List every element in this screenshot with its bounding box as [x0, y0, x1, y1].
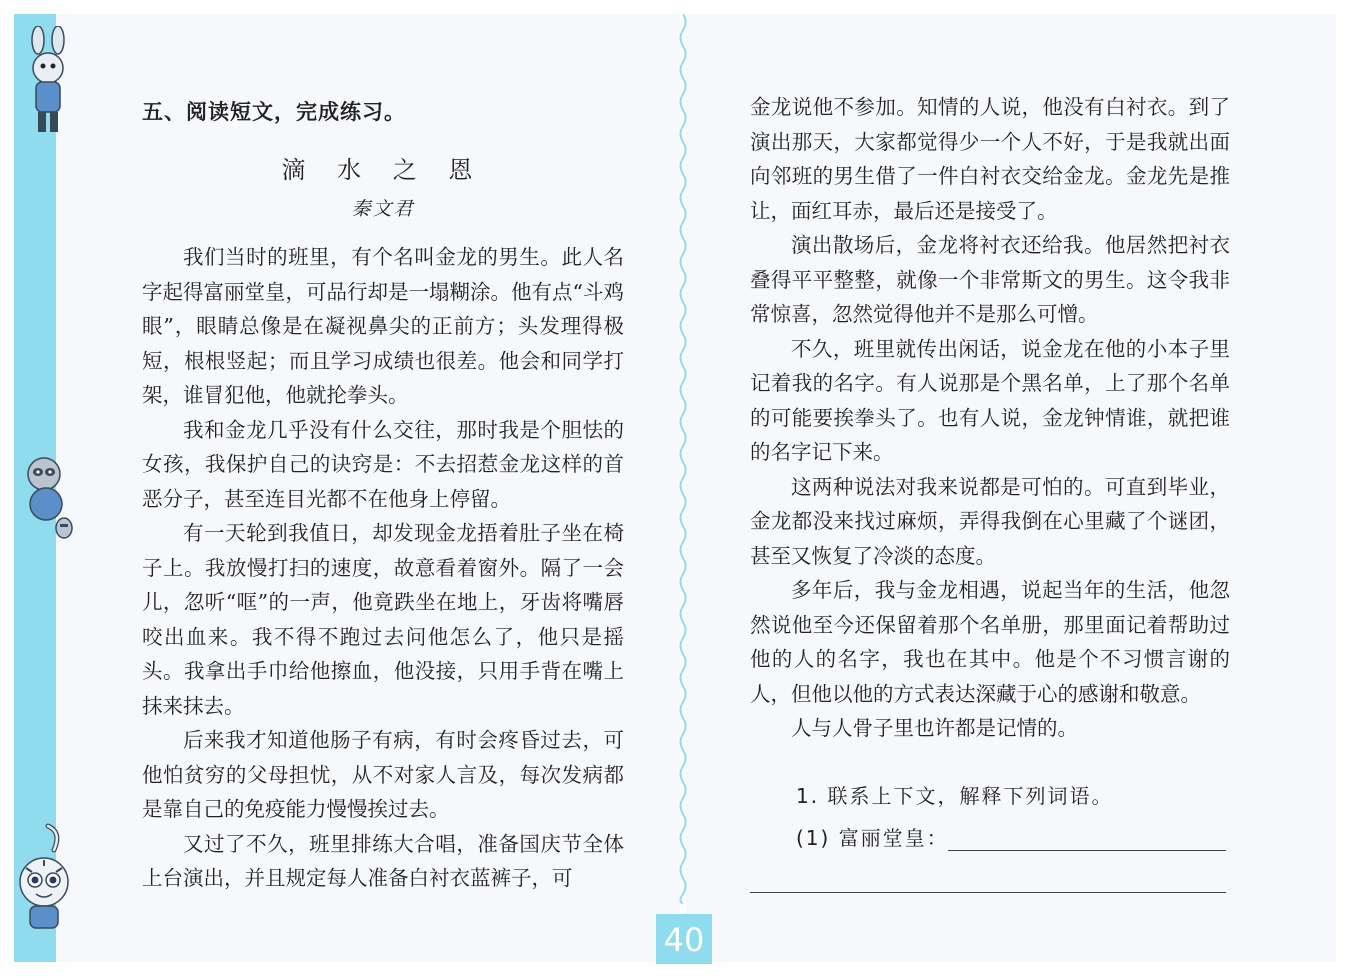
paragraph-continuation: 金龙说他不参加。知情的人说，他没有白衬衣。到了演出那天，大家都觉得少一个人不好，于是我就出面向邻班的男生借了一件白衬衣交给金龙。金龙先是推让，面红耳赤，最后还是接受了。 — [750, 95, 1230, 223]
raccoon-mascot-icon — [14, 450, 78, 540]
answer-line[interactable] — [948, 850, 1226, 851]
paragraph: 演出散场后，金龙将衬衣还给我。他居然把衬衣叠得平平整整，就像一个非常斯文的男生。这令我非常惊喜，忽然觉得他并不是那么可憎。 — [750, 233, 1230, 326]
left-column-text — [142, 240, 624, 896]
paragraph: 这两种说法对我来说都是可怕的。可直到毕业，金龙都没来找过麻烦，弄得我倒在心里藏了个谜团，甚至又恢复了冷淡的态度。 — [750, 474, 1230, 568]
article-author: 秦文君 — [351, 198, 415, 220]
section-heading: 五、阅读短文，完成练习。 — [142, 100, 406, 124]
paragraph: 多年后，我与金龙相遇，说起当年的生活，他忽然说他至今还保留着那个名单册，那里面记着帮助过他的人的名字，我也在其中。他是个不习惯言谢的人，但他以他的方式表达深藏于心的感谢和敬意。 — [750, 578, 1230, 706]
question-1-1: (1) 富丽堂皇： — [796, 826, 949, 850]
article-title: 滴 水 之 恩 — [281, 156, 485, 184]
paragraph: 有一天轮到我值日，却发现金龙捂着肚子坐在椅子上。我放慢打扫的速度，故意看着窗外。隔了一会儿，忽听“哐”的一声，他竟跌坐在地上，牙齿将嘴唇咬出血来。我不得不跑过去问他怎么了，他只是摇头。我拿出手巾给他擦血，他没接，只用手背在嘴上抹来抹去。 — [142, 521, 624, 718]
paragraph: 又过了不久，班里排练大合唱，准备国庆节全体上台演出，并且规定每人准备白衬衣蓝裤子，可 — [142, 831, 624, 890]
paragraph: 人与人骨子里也许都是记情的。 — [791, 716, 1078, 740]
tiger-mascot-icon — [14, 820, 74, 932]
page-fold-wave — [676, 14, 690, 904]
page-number: 40 — [656, 914, 712, 964]
question-1: 1. 联系上下文，解释下列词语。 — [796, 784, 1114, 808]
paragraph: 我们当时的班里，有个名叫金龙的男生。此人名字起得富丽堂皇，可品行却是一塌糊涂。他有点“斗鸡眼”，眼睛总像是在凝视鼻尖的正前方；头发理得极短，根根竖起；而且学习成绩也很差。他会和同学打架，谁冒犯他，他就抡拳头。 — [142, 245, 624, 407]
paragraph: 我和金龙几乎没有什么交往，那时我是个胆怯的女孩，我保护自己的诀窍是：不去招惹金龙这样的首恶分子，甚至连目光都不在他身上停留。 — [142, 417, 624, 511]
rabbit-mascot-icon — [14, 26, 80, 138]
answer-line[interactable] — [750, 892, 1226, 893]
right-column-text — [750, 90, 1230, 746]
paragraph: 不久，班里就传出闲话，说金龙在他的小本子里记着我的名字。有人说那是个黑名单，上了那个名单的可能要挨拳头了。也有人说，金龙钟情谁，就把谁的名字记下来。 — [750, 336, 1230, 464]
paragraph: 后来我才知道他肠子有病，有时会疼昏过去，可他怕贫穷的父母担忧，从不对家人言及，每次发病都是靠自己的免疫能力慢慢挨过去。 — [142, 728, 624, 821]
